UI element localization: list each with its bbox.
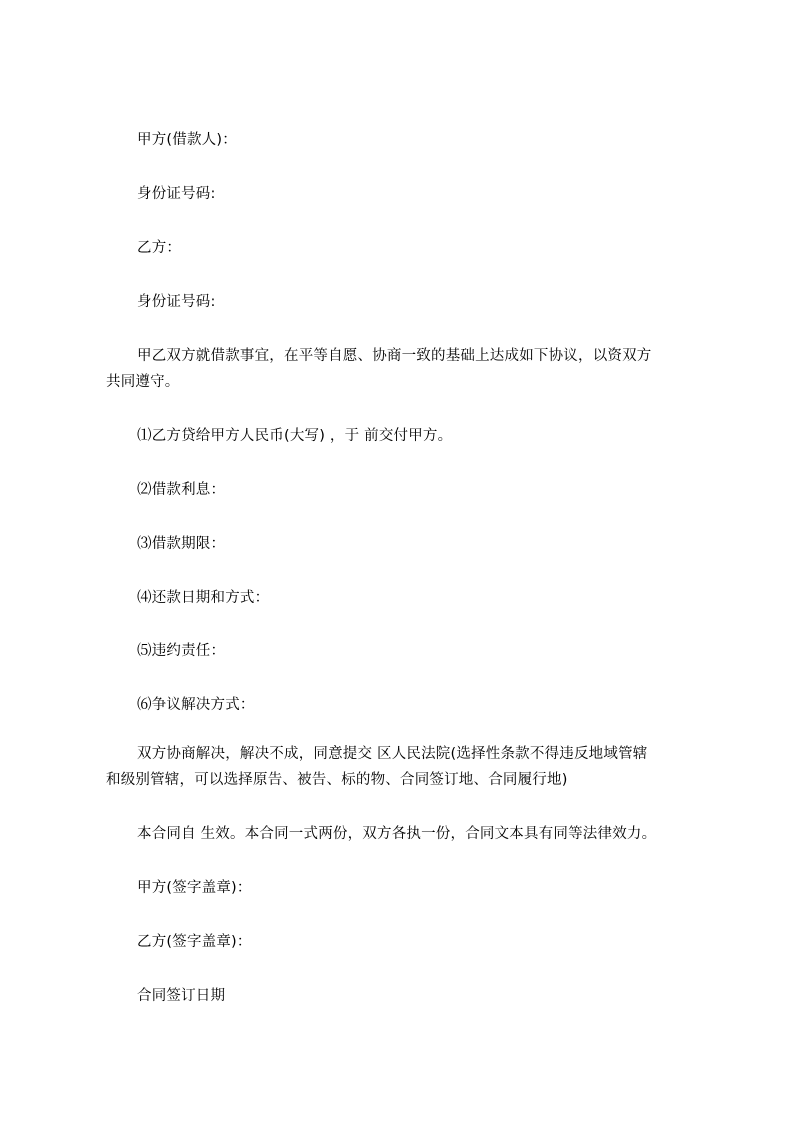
clause-1: ⑴乙方贷给甲方人民币(大写) ，于 前交付甲方。 [137, 428, 453, 444]
sign-b-label: 乙方(签字盖章)： [137, 934, 252, 950]
party-a-label: 甲方(借款人)： [137, 132, 237, 148]
clause-2: ⑵借款利息： [137, 482, 226, 498]
party-b-id-label: 身份证号码: [137, 294, 216, 310]
sign-a-label: 甲方(签字盖章)： [137, 880, 252, 896]
dispute-paragraph-line1: 双方协商解决，解决不成，同意提交 区人民法院(选择性条款不得违反地域管辖 [137, 746, 648, 762]
clause-5: ⑸违约责任： [137, 643, 226, 659]
intro-paragraph-line2: 共同遵守。 [106, 374, 180, 390]
intro-paragraph-line1: 甲乙双方就借款事宜，在平等自愿、协商一致的基础上达成如下协议，以资双方 [137, 348, 652, 364]
dispute-paragraph-line2: 和级别管辖，可以选择原告、被告、标的物、合同签订地、合同履行地) [106, 772, 568, 788]
effect-paragraph: 本合同自 生效。本合同一式两份，双方各执一份，合同文本具有同等法律效力。 [137, 826, 657, 842]
sign-date-label: 合同签订日期 [137, 988, 226, 1004]
clause-6: ⑹争议解决方式： [137, 697, 255, 713]
party-b-label: 乙方： [137, 240, 182, 256]
clause-3: ⑶借款期限： [137, 536, 226, 552]
party-a-id-label: 身份证号码: [137, 186, 216, 202]
clause-4: ⑷还款日期和方式： [137, 590, 270, 606]
